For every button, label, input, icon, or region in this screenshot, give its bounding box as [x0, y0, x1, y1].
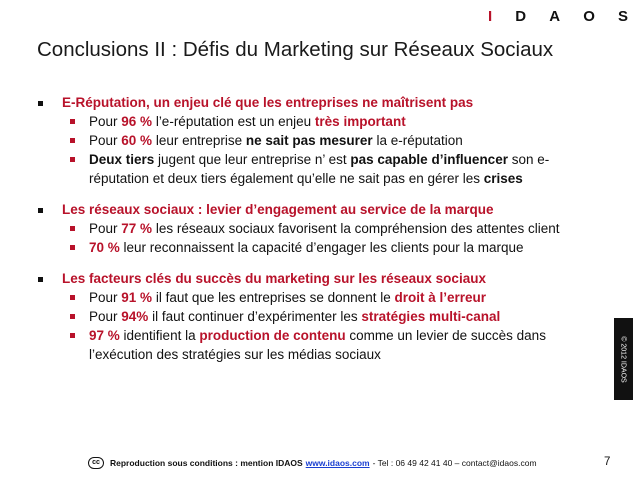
sub-bullet: [0, 150, 600, 188]
highlight-text: 94%: [121, 309, 149, 324]
highlight-text: ne sait pas mesurer: [245, 133, 373, 148]
body-text: Pour: [89, 221, 122, 236]
slide-title: Conclusions II : Défis du Marketing sur Réseaux Sociaux: [37, 38, 554, 61]
section-heading-text: Les réseaux sociaux : levier d’engagement au service de la marque: [62, 202, 494, 217]
body-text: Pour: [89, 309, 122, 324]
bullet-square-icon: [70, 138, 75, 143]
body-text: leur reconnaissent la capacité d’engager les clients pour la marque: [119, 240, 524, 255]
body-text: identifient la: [119, 328, 200, 343]
sub-bullet: [0, 131, 600, 150]
section-heading: [0, 270, 600, 288]
highlight-text: production de contenu: [199, 328, 346, 343]
highlight-text: 97 %: [89, 328, 120, 343]
sub-bullet: [0, 219, 600, 238]
section-heading-text: Les facteurs clés du succès du marketing sur les réseaux sociaux: [62, 271, 486, 286]
bullet-section: [0, 270, 600, 364]
bullet-square-icon: [70, 245, 75, 250]
bullet-square-icon: [38, 101, 43, 106]
body-text: il faut continuer d’expérimenter les: [148, 309, 362, 324]
logo-letter: O: [583, 7, 597, 25]
bullet-square-icon: [70, 226, 75, 231]
section-heading: [0, 94, 600, 112]
highlight-text: pas capable d’influencer: [350, 152, 508, 167]
highlight-text: 91 %: [121, 290, 153, 305]
sub-bullet: [0, 326, 600, 364]
highlight-text: crises: [483, 171, 523, 186]
bullet-square-icon: [70, 295, 75, 300]
highlight-text: droit à l’erreur: [394, 290, 486, 305]
logo-letter: A: [549, 7, 563, 25]
highlight-text: stratégies multi-canal: [361, 309, 501, 324]
footer: [88, 457, 537, 469]
bullet-square-icon: [70, 119, 75, 124]
footer-notice: Reproduction sous conditions : mention IDAOS: [110, 458, 303, 468]
footer-contact: - Tel : 06 49 42 41 40 – contact@idaos.com: [372, 458, 537, 468]
idaos-logo: [488, 8, 630, 24]
body-text: leur entreprise: [152, 133, 246, 148]
body-text: jugent que leur entreprise n’ est: [154, 152, 351, 167]
body-text: la e-réputation: [372, 133, 463, 148]
slide-content: [0, 94, 600, 377]
creative-commons-icon: cc: [88, 457, 104, 469]
sub-bullet: [0, 288, 600, 307]
highlight-text: 96 %: [121, 114, 153, 129]
body-text: comme un levier de succès dans l’exécution des stratégies sur les médias sociaux: [89, 328, 546, 362]
sub-bullet: [0, 112, 600, 131]
body-text: l’e-réputation est un enjeu: [152, 114, 315, 129]
website-link[interactable]: www.idaos.com: [305, 458, 370, 468]
body-text: son e-réputation et deux tiers également qu’elle ne sait pas en gérer les: [89, 152, 550, 186]
body-text: Pour: [89, 133, 122, 148]
body-text: Pour: [89, 114, 122, 129]
sub-bullet: [0, 238, 600, 257]
page-number: 7: [604, 456, 611, 468]
logo-letter: D: [515, 7, 529, 25]
copyright-label: © 2012 IDAOS: [620, 335, 627, 383]
section-heading: [0, 201, 600, 219]
sub-bullet: [0, 307, 600, 326]
bullet-square-icon: [38, 208, 43, 213]
section-heading-text: E-Réputation, un enjeu clé que les entreprises ne maîtrisent pas: [62, 95, 474, 110]
highlight-text: 60 %: [121, 133, 153, 148]
highlight-text: 77 %: [121, 221, 153, 236]
bullet-section: [0, 94, 600, 188]
bullet-square-icon: [70, 157, 75, 162]
highlight-text: 70 %: [89, 240, 120, 255]
body-text: Pour: [89, 290, 122, 305]
copyright-label-wrap: [614, 318, 633, 400]
logo-letter: I: [488, 7, 495, 25]
bullet-section: [0, 201, 600, 257]
body-text: il faut que les entreprises se donnent le: [152, 290, 395, 305]
bullet-square-icon: [70, 333, 75, 338]
body-text: les réseaux sociaux favorisent la compréhension des attentes client: [152, 221, 560, 236]
bullet-square-icon: [70, 314, 75, 319]
highlight-text: très important: [314, 114, 406, 129]
highlight-text: Deux tiers: [89, 152, 155, 167]
bullet-square-icon: [38, 277, 43, 282]
logo-letter: S: [617, 7, 630, 25]
